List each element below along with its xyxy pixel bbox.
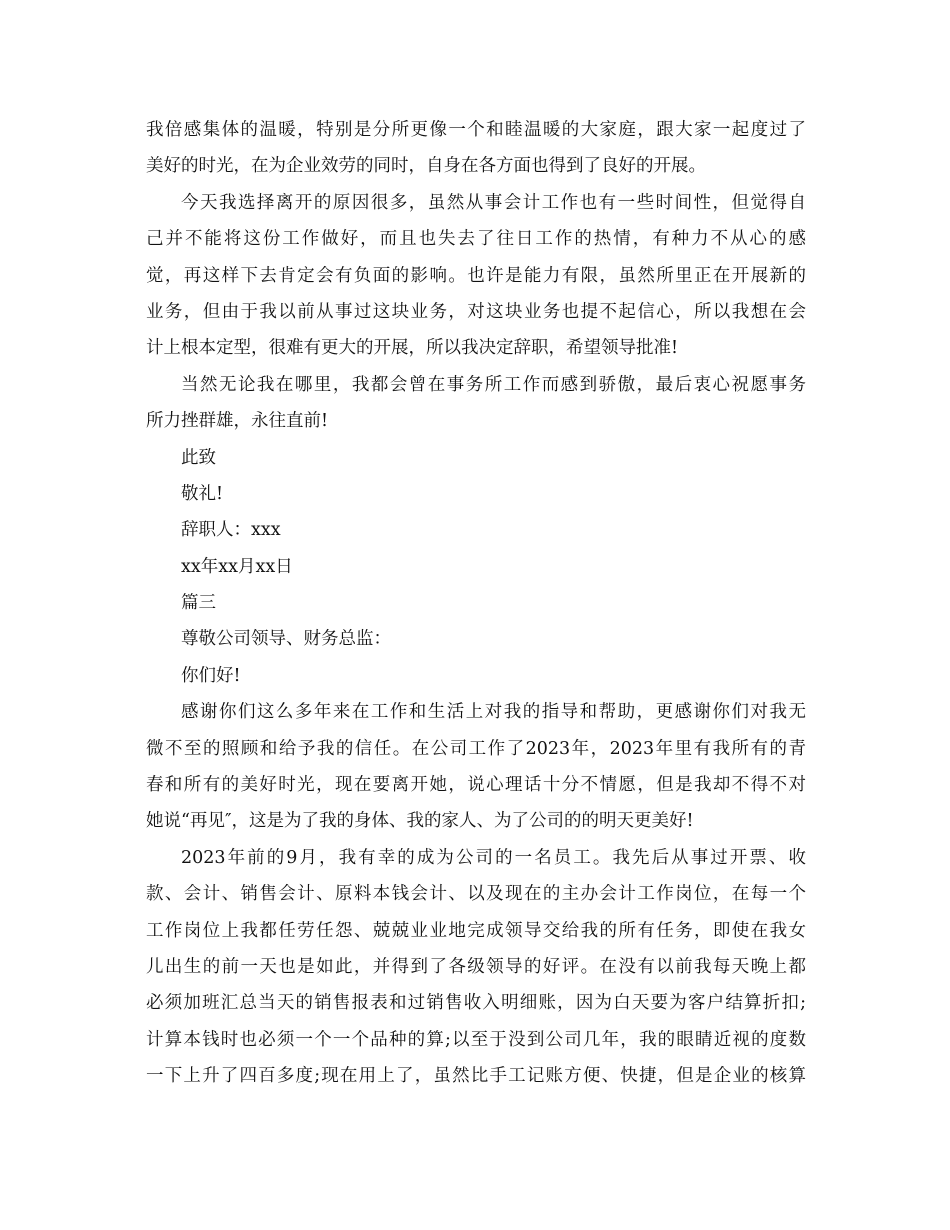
closing-salutation: 此致 [181, 447, 216, 468]
text-line: 儿出生的前一天也是如此，并得到了各级领导的好评。在没有以前我每天晚上都 [146, 956, 806, 977]
text-line: 工作岗位上我都任劳任怨、兢兢业业地完成领导交给我的所有任务，即使在我女 [146, 920, 806, 941]
closing-regards: 敬礼! [181, 483, 224, 504]
text-line: 微不至的照顾和给予我的信任。在公司工作了2023年，2023年里有我所有的青 [146, 738, 806, 759]
paragraph-start-line: 今天我选择离开的原因很多，虽然从事会计工作也有一些时间性，但觉得自 [181, 192, 806, 213]
document-body [146, 112, 806, 1095]
text-line: 她说“再见″，这是为了我的身体、我的家人、为了公司的的明天更美好! [146, 811, 694, 832]
text-line: 款、会计、销售会计、原料本钱会计、以及现在的主办会计工作岗位，在每一个 [146, 884, 806, 905]
section-heading: 篇三 [181, 593, 216, 614]
text-line: 业务，但由于我以前从事过这块业务，对这块业务也提不起信心，所以我想在会 [146, 301, 806, 322]
text-line: 己并不能将这份工作做好，而且也失去了往日工作的热情，有种力不从心的感 [146, 229, 806, 250]
paragraph-start-line: 当然无论我在哪里，我都会曾在事务所工作而感到骄傲，最后衷心祝愿事务 [181, 374, 806, 395]
text-line: 必须加班汇总当天的销售报表和过销售收入明细账，因为白天要为客户结算折扣; [146, 993, 806, 1014]
letter-greeting: 你们好! [181, 665, 241, 686]
paragraph-start-line: 感谢你们这么多年来在工作和生活上对我的指导和帮助，更感谢你们对我无 [181, 702, 806, 723]
text-line: 计算本钱时也必须一个一个品种的算;以至于没到公司几年，我的眼睛近视的度数 [146, 1029, 806, 1050]
text-line: 计上根本定型，很难有更大的开展，所以我决定辞职，希望领导批准! [146, 338, 679, 359]
text-line: 一下上升了四百多度;现在用上了，虽然比手工记账方便、快捷，但是企业的核算 [146, 1066, 806, 1087]
date-line: xx年xx月xx日 [181, 556, 293, 577]
signature-line: 辞职人：xxx [181, 520, 281, 541]
text-line: 所力挫群雄，永往直前! [146, 411, 329, 432]
text-line: 春和所有的美好时光，现在要离开她，说心理话十分不情愿，但是我却不得不对 [146, 775, 806, 796]
paragraph-start-line: 2023年前的9月，我有幸的成为公司的一名员工。我先后从事过开票、收 [181, 847, 806, 868]
letter-addressee: 尊敬公司领导、财务总监： [181, 629, 391, 650]
text-line: 美好的时光，在为企业效劳的同时，自身在各方面也得到了良好的开展。 [146, 156, 706, 177]
text-line: 觉，再这样下去肯定会有负面的影响。也许是能力有限，虽然所里正在开展新的 [146, 265, 806, 286]
text-line: 我倍感集体的温暖，特别是分所更像一个和睦温暖的大家庭，跟大家一起度过了 [146, 120, 806, 140]
